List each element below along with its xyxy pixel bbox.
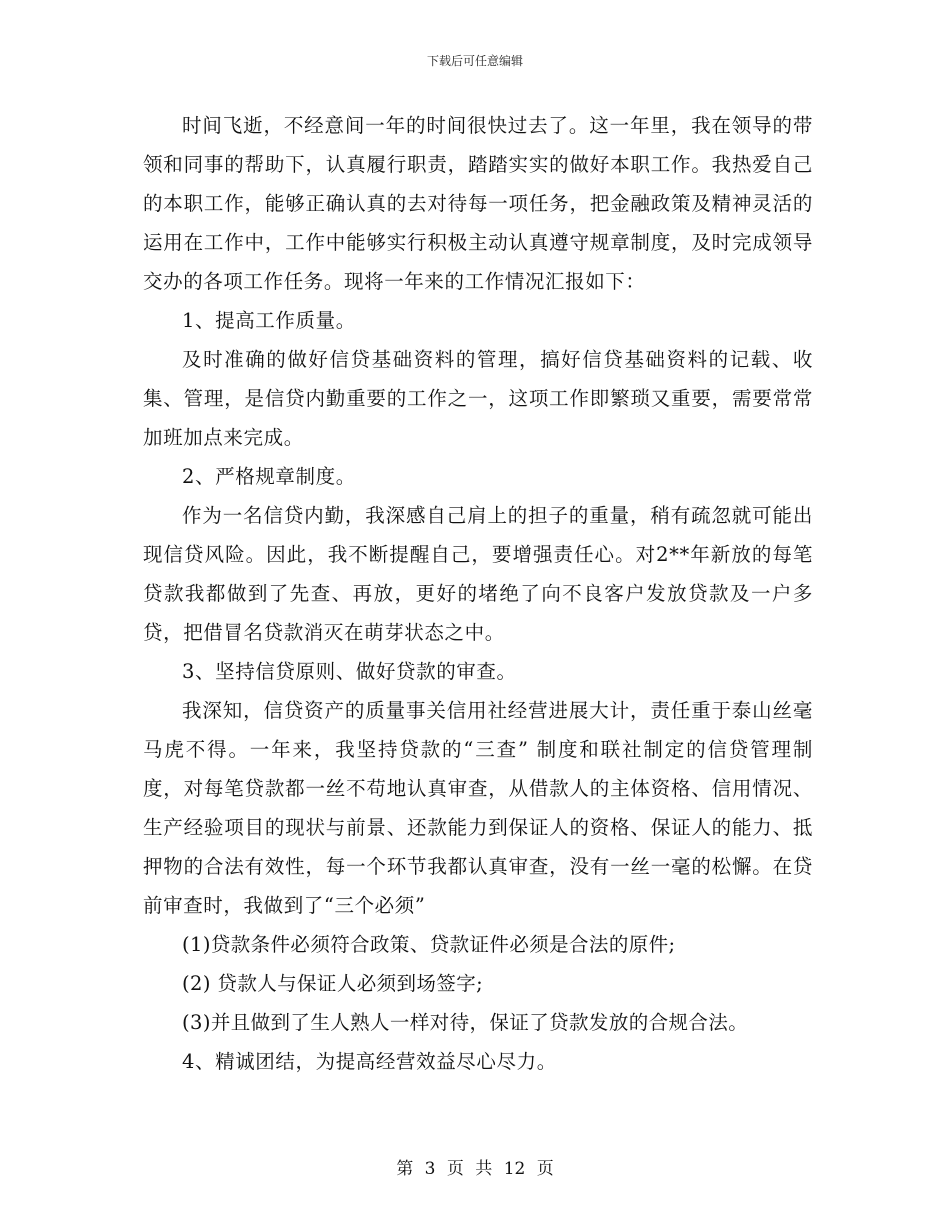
heading-item-3: 3、坚持信贷原则、做好贷款的审查。 (182, 660, 517, 683)
sub-item-2: (2) 贷款人与保证人必须到场签字; (182, 972, 484, 995)
paragraph-item-3: 我深知，信贷资产的质量事关信用社经营进展大计，责任重于泰山丝毫马虎不得。一年来，我坚持贷款的“三查” 制度和联社制定的信贷管理制度，对每笔贷款都一丝不苟地认真审查，从借款人的主体资格、信用情况、生产经验项目的现状与前景、还款能力到保证人的资格、保证人的能力、抵押物的合法有效性，每一个环节我都认真审查，没有一丝一毫的松懈。在贷前审查时，我做到了“三个必须” (143, 699, 813, 917)
paragraph-intro: 时间飞逝，不经意间一年的时间很快过去了。这一年里，我在领导的带领和同事的帮助下，认真履行职责，踏踏实实的做好本职工作。我热爱自己的本职工作，能够正确认真的去对待每一项任务，把金融政策及精神灵活的运用在工作中，工作中能够实行积极主动认真遵守规章制度，及时完成领导交办的各项工作任务。现将一年来的工作情况汇报如下： (143, 114, 813, 293)
page-number: 第 3 页 共 12 页 (396, 1159, 554, 1179)
heading-item-2: 2、严格规章制度。 (182, 465, 356, 488)
document-body (143, 106, 813, 1081)
heading-item-1: 1、提高工作质量。 (182, 309, 356, 332)
sub-item-1: (1)贷款条件必须符合政策、贷款证件必须是合法的原件; (182, 933, 676, 956)
sub-item-3: (3)并且做到了生人熟人一样对待，保证了贷款发放的合规合法。 (182, 1011, 749, 1034)
paragraph-item-1: 及时准确的做好信贷基础资料的管理，搞好信贷基础资料的记载、收集、管理，是信贷内勤重要的工作之一，这项工作即繁琐又重要，需要常常加班加点来完成。 (143, 348, 813, 449)
page-header: 下载后可任意编辑 (426, 54, 523, 68)
paragraph-item-2: 作为一名信贷内勤，我深感自己肩上的担子的重量，稍有疏忽就可能出现信贷风险。因此，我不断提醒自己，要增强责任心。对2**年新放的每笔贷款我都做到了先查、再放，更好的堵绝了向不良客户发放贷款及一户多贷，把借冒名贷款消灭在萌芽状态之中。 (143, 504, 813, 644)
heading-item-4: 4、精诚团结，为提高经营效益尽心尽力。 (182, 1050, 557, 1073)
